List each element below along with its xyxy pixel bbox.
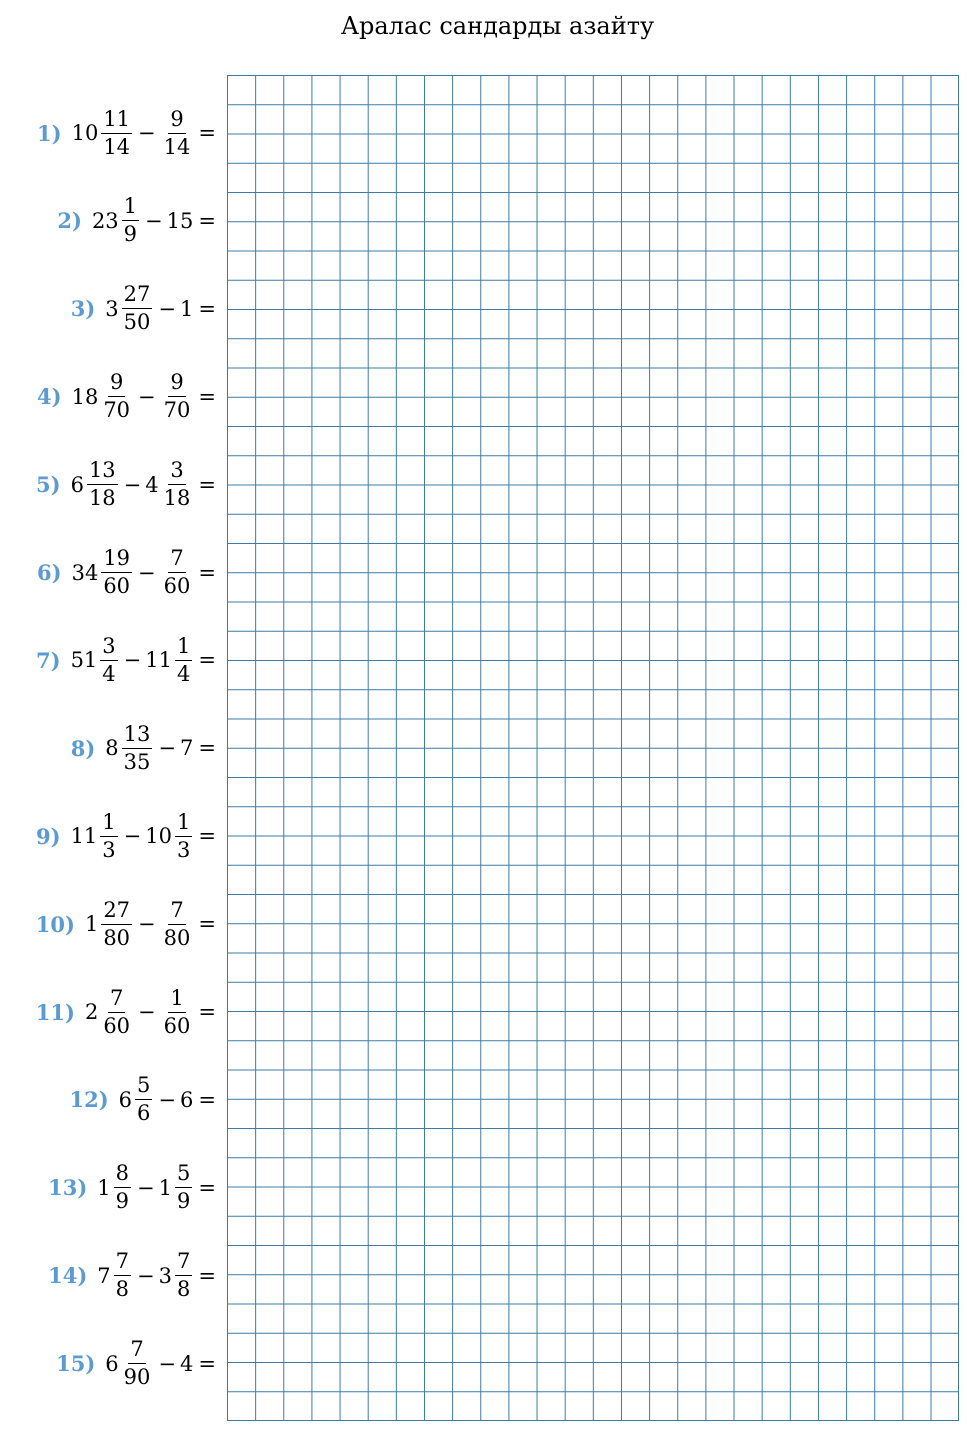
fraction — [175, 809, 192, 862]
problem-row — [69, 1068, 220, 1132]
problem-row — [37, 541, 220, 605]
minus-sign: − — [145, 208, 163, 233]
fraction — [135, 1075, 152, 1124]
problem-row — [36, 892, 220, 956]
whole-part: 1 — [84, 912, 99, 937]
equals-sign: = — [198, 648, 216, 673]
denominator: 3 — [177, 837, 191, 862]
denominator: 9 — [115, 1189, 130, 1214]
minus-sign: − — [158, 1351, 177, 1376]
problem-row — [56, 1332, 220, 1396]
denominator: 60 — [163, 1013, 191, 1038]
whole-part: 11 — [70, 824, 98, 849]
whole-part: 7 — [180, 736, 194, 761]
fraction — [101, 897, 132, 950]
numerator: 9 — [108, 372, 125, 397]
minus-sign: − — [123, 824, 142, 849]
denominator: 70 — [163, 398, 191, 423]
whole-part: 4 — [145, 472, 159, 497]
fraction — [101, 106, 132, 159]
denominator: 35 — [123, 749, 151, 774]
numerator: 7 — [114, 1251, 131, 1276]
denominator: 9 — [123, 222, 138, 247]
problem-number: 15) — [56, 1351, 96, 1377]
problem-row — [36, 453, 220, 517]
whole-part: 8 — [105, 736, 119, 761]
fraction — [122, 1339, 153, 1388]
equals-sign: = — [198, 1263, 216, 1288]
problem-number: 8) — [70, 735, 96, 761]
numerator: 3 — [168, 460, 185, 485]
numerator: 5 — [175, 1163, 192, 1188]
whole-part: 11 — [145, 648, 173, 673]
numerator: 7 — [168, 548, 185, 573]
whole-part: 1 — [97, 1175, 111, 1200]
denominator: 4 — [102, 661, 116, 686]
denominator: 70 — [103, 398, 131, 423]
numerator: 13 — [122, 724, 153, 749]
denominator: 18 — [163, 486, 191, 511]
fraction — [162, 985, 193, 1038]
whole-part: 7 — [97, 1263, 111, 1288]
numerator: 7 — [128, 1339, 145, 1364]
numerator: 5 — [135, 1075, 152, 1100]
minus-sign: − — [138, 384, 156, 409]
equals-sign: = — [198, 296, 216, 321]
page-title: Аралас сандарды азайту — [340, 12, 655, 40]
fraction — [101, 372, 132, 421]
fraction — [122, 284, 153, 333]
denominator: 9 — [177, 1189, 191, 1214]
equals-sign: = — [198, 736, 216, 761]
whole-part: 1 — [180, 296, 194, 321]
numerator: 1 — [168, 988, 185, 1013]
fraction — [162, 106, 193, 159]
numerator: 7 — [168, 900, 185, 925]
equals-sign: = — [198, 121, 216, 145]
denominator: 80 — [163, 925, 191, 950]
numerator: 11 — [101, 109, 132, 134]
fraction — [87, 460, 118, 509]
whole-part: 6 — [180, 1087, 194, 1112]
numerator: 19 — [101, 548, 132, 573]
problem-row — [48, 1156, 220, 1220]
denominator: 18 — [88, 486, 116, 511]
numerator: 8 — [114, 1163, 131, 1188]
fraction — [162, 460, 193, 509]
fraction — [122, 196, 139, 245]
minus-sign: − — [123, 472, 142, 497]
equals-sign: = — [198, 912, 216, 937]
minus-sign: − — [158, 736, 177, 761]
whole-part: 6 — [70, 472, 84, 497]
problem-number: 2) — [57, 208, 82, 234]
denominator: 8 — [115, 1277, 130, 1302]
numerator: 13 — [87, 460, 118, 485]
equals-sign: = — [198, 384, 216, 409]
denominator: 60 — [163, 574, 191, 598]
fraction — [162, 372, 193, 421]
minus-sign: − — [158, 1087, 177, 1112]
fraction — [175, 633, 192, 686]
problem-number: 10) — [35, 911, 75, 937]
numerator: 3 — [100, 636, 117, 661]
equals-sign: = — [198, 560, 216, 585]
problem-row — [37, 101, 220, 165]
denominator: 14 — [103, 134, 131, 159]
minus-sign: − — [138, 912, 156, 937]
numerator: 1 — [100, 812, 117, 837]
numerator: 7 — [108, 988, 125, 1013]
whole-part: 34 — [71, 560, 99, 585]
equals-sign: = — [198, 1175, 216, 1200]
denominator: 60 — [103, 574, 131, 598]
numerator: 27 — [122, 284, 153, 309]
fraction — [101, 548, 132, 597]
fraction — [114, 1251, 131, 1300]
denominator: 4 — [177, 661, 191, 686]
equals-sign: = — [198, 1000, 216, 1024]
whole-part: 6 — [118, 1087, 133, 1112]
fraction — [101, 985, 132, 1038]
minus-sign: − — [158, 296, 177, 321]
whole-part: 4 — [180, 1351, 194, 1376]
whole-part: 1 — [158, 1175, 173, 1200]
problem-number: 7) — [36, 647, 61, 673]
equals-sign: = — [198, 1087, 216, 1112]
minus-sign: − — [123, 648, 142, 673]
numerator: 9 — [168, 372, 185, 397]
whole-part: 23 — [91, 208, 119, 233]
denominator: 80 — [103, 925, 131, 950]
numerator: 9 — [168, 109, 185, 134]
equals-sign: = — [198, 472, 216, 497]
whole-part: 3 — [105, 296, 119, 321]
equals-sign: = — [198, 824, 216, 849]
whole-part: 10 — [71, 121, 99, 145]
denominator: 14 — [163, 134, 191, 159]
problem-number: 13) — [48, 1175, 88, 1201]
problem-number: 6) — [37, 560, 62, 585]
denominator: 3 — [102, 837, 116, 862]
whole-part: 51 — [70, 648, 98, 673]
problem-row — [71, 716, 220, 780]
problem-number: 4) — [37, 384, 62, 410]
fraction — [100, 809, 117, 862]
numerator: 1 — [122, 196, 139, 221]
minus-sign: − — [138, 1000, 156, 1024]
minus-sign: − — [137, 1263, 155, 1288]
problem-row — [37, 365, 220, 429]
problem-number: 5) — [36, 472, 61, 498]
whole-part: 10 — [145, 824, 173, 849]
denominator: 50 — [123, 310, 151, 335]
fraction — [175, 1163, 192, 1212]
problem-number: 9) — [36, 823, 61, 849]
whole-part: 3 — [158, 1263, 173, 1288]
numerator: 1 — [175, 812, 192, 837]
answer-grid[interactable] — [227, 75, 959, 1421]
minus-sign: − — [138, 121, 156, 145]
denominator: 8 — [177, 1277, 191, 1302]
problem-row — [36, 804, 220, 868]
fraction — [100, 633, 117, 686]
problem-row — [48, 1244, 220, 1308]
problem-number: 1) — [37, 120, 62, 146]
problem-row — [36, 980, 220, 1044]
fraction — [162, 548, 193, 597]
whole-part: 6 — [105, 1351, 119, 1376]
denominator: 90 — [123, 1365, 151, 1390]
minus-sign: − — [138, 560, 156, 585]
problem-row — [36, 628, 220, 692]
whole-part: 15 — [166, 208, 194, 233]
equals-sign: = — [198, 208, 216, 233]
whole-part: 2 — [84, 1000, 99, 1024]
fraction — [114, 1163, 131, 1212]
denominator: 60 — [103, 1013, 131, 1038]
minus-sign: − — [137, 1175, 155, 1200]
problem-number: 14) — [48, 1263, 88, 1289]
numerator: 1 — [175, 636, 192, 661]
equals-sign: = — [198, 1351, 216, 1376]
fraction — [122, 721, 153, 774]
problem-row — [71, 277, 220, 341]
numerator: 7 — [175, 1251, 192, 1276]
problem-number: 11) — [35, 999, 75, 1025]
fraction — [162, 897, 193, 950]
problem-number: 3) — [70, 296, 96, 322]
denominator: 6 — [137, 1101, 151, 1126]
fraction — [175, 1251, 192, 1300]
problem-number: 12) — [69, 1087, 109, 1113]
problem-row — [57, 189, 220, 253]
numerator: 27 — [101, 900, 132, 925]
whole-part: 18 — [71, 384, 99, 409]
